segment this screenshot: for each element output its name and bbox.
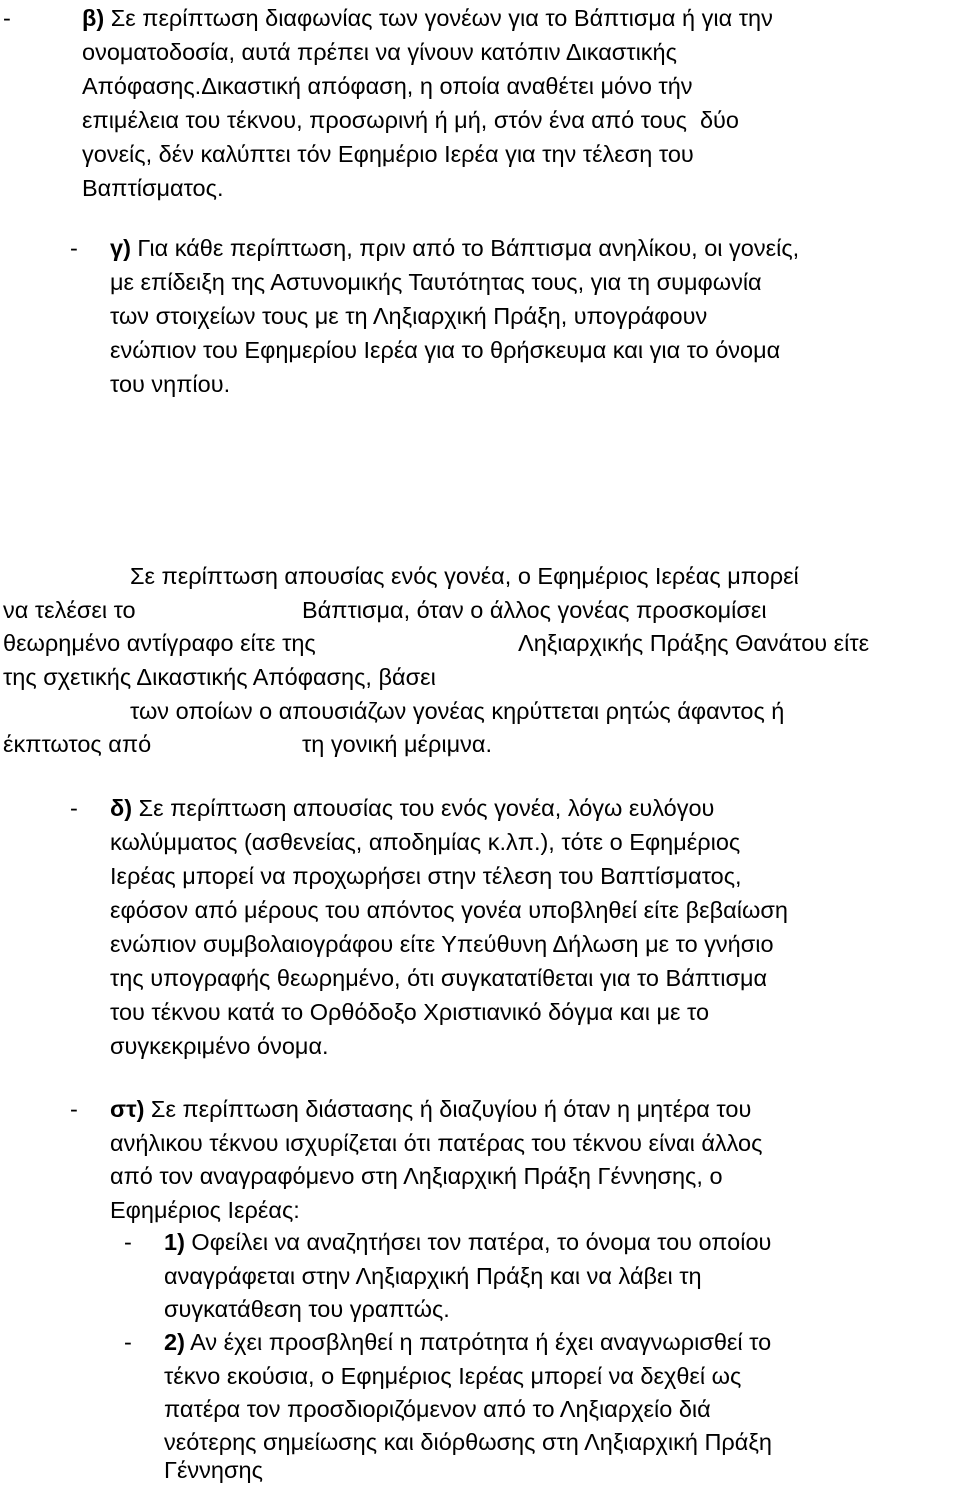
item-st-bullet: - <box>70 1096 78 1122</box>
item-st-line-1 <box>110 1093 751 1125</box>
item-delta-line-4: εφόσον από μέρους του απόντος γονέα υποβληθεί είτε βεβαίωση <box>110 897 788 923</box>
item-st-line-4: Εφημέριος Ιερέας: <box>110 1197 300 1223</box>
item-st-sub-2-line-1 <box>164 1326 771 1358</box>
item-st-sub-1-label: 1) <box>164 1229 185 1255</box>
item-gamma-bullet: - <box>70 235 78 261</box>
item-st-sub-1-line-2: αναγράφεται στην Ληξιαρχική Πράξη και να λάβει τη <box>164 1263 702 1289</box>
absence-line-6b: τη γονική μέριμνα. <box>302 731 493 757</box>
item-gamma-line-1 <box>110 232 799 264</box>
absence-line-5: των οποίων ο απουσιάζων γονέας κηρύττεται ρητώς άφαντος ή <box>130 698 785 724</box>
item-delta-line-8: συγκεκριμένο όνομα. <box>110 1033 329 1059</box>
item-st-sub-2-bullet: - <box>124 1329 132 1355</box>
item-delta-line-1 <box>110 792 714 824</box>
item-beta-text-1: Σε περίπτωση διαφωνίας των γονέων για το Βάπτισμα ή για την <box>104 5 773 31</box>
item-delta-line-5: ενώπιον συμβολαιογράφου είτε Υπεύθυνη Δήλωση με το γνήσιο <box>110 931 774 957</box>
item-gamma-line-4: ενώπιον του Εφημερίου Ιερέα για το θρήσκευμα και για το όνομα <box>110 337 781 363</box>
absence-line-3b: Ληξιαρχικής Πράξης Θανάτου είτε <box>518 630 870 656</box>
item-st-sub-2-line-3: πατέρα τον προσδιοριζόμενον από το Ληξιαρχείο διά <box>164 1396 711 1422</box>
item-beta-bullet: - <box>3 5 11 31</box>
item-gamma-line-3: των στοιχείων τους με τη Ληξιαρχική Πράξη, υπογράφουν <box>110 303 708 329</box>
item-delta-label: δ) <box>110 795 133 821</box>
item-delta-bullet: - <box>70 795 78 821</box>
item-gamma-label: γ) <box>110 235 131 261</box>
item-beta-line-1 <box>82 2 773 34</box>
item-st-sub-1-line-3: συγκατάθεση του γραπτώς. <box>164 1296 450 1322</box>
absence-line-2b: Βάπτισμα, όταν ο άλλος γονέας προσκομίσει <box>302 597 767 623</box>
item-gamma-text-1: Για κάθε περίπτωση, πριν από το Βάπτισμα ανηλίκου, οι γονείς, <box>130 235 800 261</box>
item-st-sub-2-line-4: νεότερης σημείωσης και διόρθωσης στη Ληξιαρχική Πράξη <box>164 1429 772 1455</box>
item-st-sub-1-bullet: - <box>124 1229 132 1255</box>
item-beta-line-3: Απόφασης.Δικαστική απόφαση, η οποία αναθέτει μόνο τήν <box>82 73 693 99</box>
absence-line-1: Σε περίπτωση απουσίας ενός γονέα, ο Εφημέριος Ιερέας μπορεί <box>130 563 799 589</box>
item-delta-text-1: Σε περίπτωση απουσίας του ενός γονέα, λόγω ευλόγου <box>132 795 715 821</box>
item-st-sub-1-line-1 <box>164 1226 771 1258</box>
item-st-sub-2-label: 2) <box>164 1329 185 1355</box>
item-st-line-3: από τον αναγραφόμενο στη Ληξιαρχική Πράξη Γέννησης, ο <box>110 1163 723 1189</box>
item-st-sub-2-line-2: τέκνο εκούσια, ο Εφημέριος Ιερέας μπορεί να δεχθεί ως <box>164 1363 742 1389</box>
item-beta-line-5: γονείς, δέν καλύπτει τόν Εφημέριο Ιερέα για την τέλεση του <box>82 141 694 167</box>
item-delta-line-7: του τέκνου κατά το Ορθόδοξο Χριστιανικό δόγμα και με το <box>110 999 710 1025</box>
item-delta-line-3: Ιερέας μπορεί να προχωρήσει στην τέλεση του Βαπτίσματος, <box>110 863 742 889</box>
absence-line-4: της σχετικής Δικαστικής Απόφασης, βάσει <box>3 664 436 690</box>
item-beta-line-6: Βαπτίσματος. <box>82 175 224 201</box>
absence-line-2a: να τελέσει το <box>3 597 136 623</box>
item-beta-line-4: επιμέλεια του τέκνου, προσωρινή ή μή, στόν ένα από τους δύο <box>82 107 739 133</box>
absence-line-6a: έκπτωτος από <box>3 731 152 757</box>
item-gamma-line-5: του νηπίου. <box>110 371 231 397</box>
item-st-sub-2-text-1: Αν έχει προσβληθεί η πατρότητα ή έχει αναγνωρισθεί το <box>184 1329 772 1355</box>
item-st-sub-1-text-1: Οφείλει να αναζητήσει τον πατέρα, το όνομα του οποίου <box>184 1229 772 1255</box>
item-gamma-line-2: με επίδειξη της Αστυνομικής Ταυτότητας τους, για τη συμφωνία <box>110 269 762 295</box>
item-st-label: στ) <box>110 1096 145 1122</box>
item-beta-line-2: ονοματοδοσία, αυτά πρέπει να γίνουν κατόπιν Δικαστικής <box>82 39 677 65</box>
absence-line-3a: θεωρημένο αντίγραφο είτε της <box>3 630 316 656</box>
item-delta-line-6: της υπογραφής θεωρημένο, ότι συγκατατίθεται για το Βάπτισμα <box>110 965 768 991</box>
item-st-sub-2-line-5: Γέννησης <box>164 1457 263 1483</box>
item-delta-line-2: κωλύμματος (ασθενείας, αποδημίας κ.λπ.), τότε ο Εφημέριος <box>110 829 741 855</box>
item-st-text-1: Σε περίπτωση διάστασης ή διαζυγίου ή όταν η μητέρα του <box>144 1096 752 1122</box>
item-beta-label: β) <box>82 5 105 31</box>
item-st-line-2: ανήλικου τέκνου ισχυρίζεται ότι πατέρας του τέκνου είναι άλλος <box>110 1130 763 1156</box>
